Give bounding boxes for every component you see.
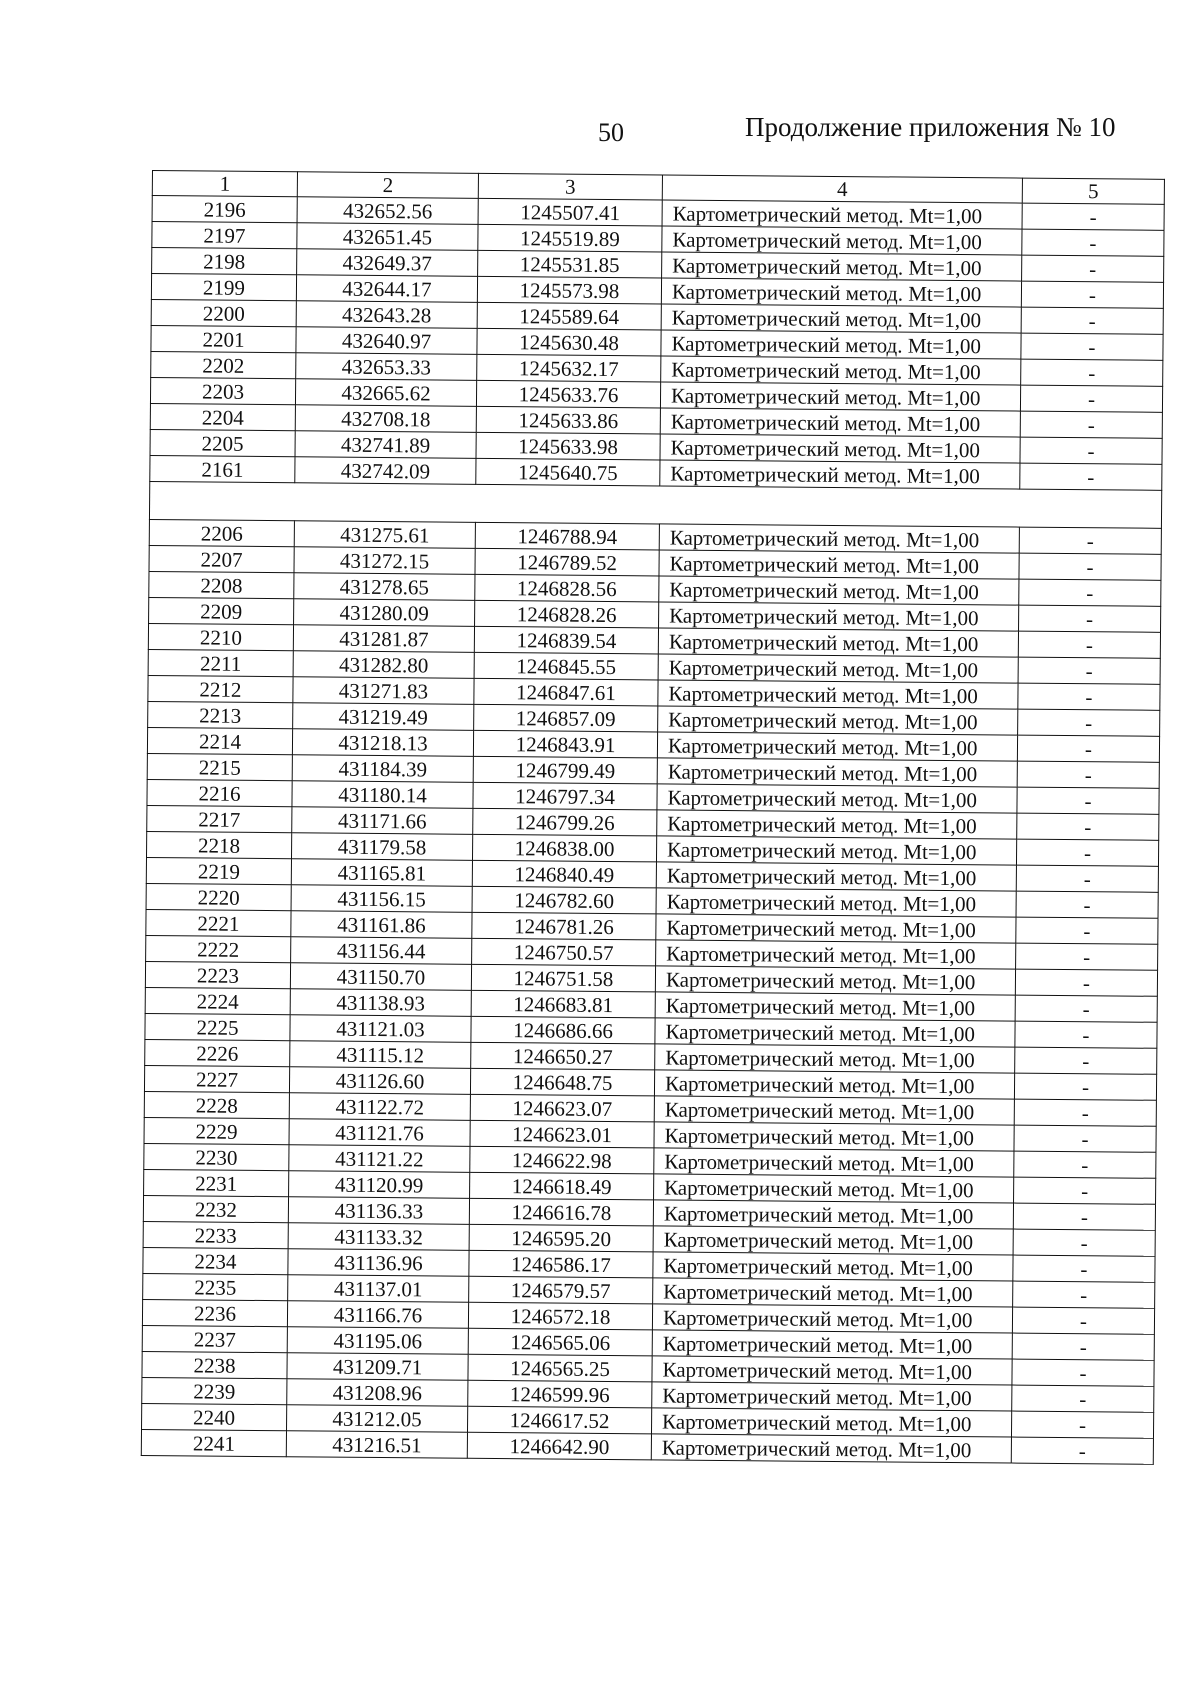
method-cell: Картометрический метод. Mt=1,00 [654,1174,1014,1203]
method-cell: Картометрический метод. Mt=1,00 [655,992,1015,1021]
note-cell: - [1016,865,1158,892]
method-cell: Картометрический метод. Mt=1,00 [653,1226,1013,1255]
method-cell: Картометрический метод. Mt=1,00 [654,1096,1014,1125]
point-number-cell: 2210 [148,623,293,650]
x-coordinate-cell: 432649.37 [297,249,478,277]
y-coordinate-cell: 1245632.17 [477,354,661,382]
note-cell: - [1020,463,1162,490]
x-coordinate-cell: 431180.14 [292,781,473,809]
y-coordinate-cell: 1245519.89 [478,224,662,252]
method-cell: Картометрический метод. Mt=1,00 [652,1304,1012,1333]
y-coordinate-cell: 1246845.55 [474,652,658,680]
method-cell: Картометрический метод. Mt=1,00 [651,1408,1011,1437]
coordinates-table-container [141,170,1164,1465]
y-coordinate-cell: 1246572.18 [468,1302,652,1330]
method-cell: Картометрический метод. Mt=1,00 [651,1434,1011,1463]
point-number-cell: 2228 [144,1091,289,1118]
note-cell: - [1016,891,1158,918]
point-number-cell: 2241 [141,1429,286,1456]
point-number-cell: 2226 [145,1039,290,1066]
point-number-cell: 2218 [147,831,292,858]
note-cell: - [1017,787,1159,814]
note-cell: - [1022,203,1164,230]
method-cell: Картометрический метод. Mt=1,00 [656,914,1016,943]
y-coordinate-cell: 1246579.57 [469,1276,653,1304]
method-cell: Картометрический метод. Mt=1,00 [656,862,1016,891]
point-number-cell: 2206 [149,519,294,546]
y-coordinate-cell: 1245633.76 [476,380,660,408]
y-coordinate-cell: 1246782.60 [472,886,656,914]
y-coordinate-cell: 1246650.27 [471,1042,655,1070]
note-cell: - [1019,553,1161,580]
method-cell: Картометрический метод. Mt=1,00 [660,460,1020,489]
column-header: 2 [297,172,478,199]
point-number-cell: 2199 [151,274,296,301]
x-coordinate-cell: 431165.81 [291,859,472,887]
note-cell: - [1013,1281,1155,1308]
point-number-cell: 2235 [143,1273,288,1300]
point-number-cell: 2232 [143,1195,288,1222]
x-coordinate-cell: 432742.09 [295,457,476,485]
point-number-cell: 2229 [144,1117,289,1144]
x-coordinate-cell: 432741.89 [295,431,476,459]
method-cell: Картометрический метод. Mt=1,00 [659,576,1019,605]
y-coordinate-cell: 1246750.57 [472,938,656,966]
column-header: 1 [152,171,297,197]
note-cell: - [1017,761,1159,788]
y-coordinate-cell: 1246751.58 [471,964,655,992]
note-cell: - [1014,1073,1156,1100]
y-coordinate-cell: 1246622.98 [470,1146,654,1174]
method-cell: Картометрический метод. Mt=1,00 [658,680,1018,709]
method-cell: Картометрический метод. Mt=1,00 [657,784,1017,813]
method-cell: Картометрический метод. Mt=1,00 [662,252,1022,281]
x-coordinate-cell: 431121.03 [290,1015,471,1043]
note-cell: - [1012,1385,1154,1412]
note-cell: - [1016,839,1158,866]
method-cell: Картометрический метод. Mt=1,00 [661,278,1021,307]
x-coordinate-cell: 432653.33 [296,353,477,381]
x-coordinate-cell: 431184.39 [292,755,473,783]
y-coordinate-cell: 1246683.81 [471,990,655,1018]
method-cell: Картометрический метод. Mt=1,00 [653,1278,1013,1307]
note-cell: - [1015,995,1157,1022]
method-cell: Картометрический метод. Mt=1,00 [658,628,1018,657]
y-coordinate-cell: 1246618.49 [470,1172,654,1200]
note-cell: - [1015,1047,1157,1074]
note-cell: - [1019,579,1161,606]
point-number-cell: 2238 [142,1351,287,1378]
x-coordinate-cell: 432652.56 [297,197,478,225]
y-coordinate-cell: 1246857.09 [474,704,658,732]
note-cell: - [1014,1177,1156,1204]
x-coordinate-cell: 431122.72 [289,1093,470,1121]
method-cell: Картометрический метод. Mt=1,00 [656,836,1016,865]
note-cell: - [1015,1021,1157,1048]
point-number-cell: 2220 [146,883,291,910]
method-cell: Картометрический метод. Mt=1,00 [658,706,1018,735]
x-coordinate-cell: 431161.86 [291,911,472,939]
point-number-cell: 2240 [142,1403,287,1430]
y-coordinate-cell: 1246565.06 [468,1328,652,1356]
y-coordinate-cell: 1246595.20 [469,1224,653,1252]
x-coordinate-cell: 431208.96 [287,1379,468,1407]
y-coordinate-cell: 1246788.94 [475,522,659,550]
y-coordinate-cell: 1246847.61 [474,678,658,706]
x-coordinate-cell: 432708.18 [295,405,476,433]
x-coordinate-cell: 431278.65 [294,573,475,601]
y-coordinate-cell: 1245633.86 [476,406,660,434]
y-coordinate-cell: 1246840.49 [472,860,656,888]
point-number-cell: 2203 [150,377,295,404]
y-coordinate-cell: 1245640.75 [476,458,660,486]
point-number-cell: 2239 [142,1377,287,1404]
x-coordinate-cell: 431121.22 [289,1145,470,1173]
method-cell: Картометрический метод. Mt=1,00 [657,758,1017,787]
method-cell: Картометрический метод. Mt=1,00 [660,434,1020,463]
point-number-cell: 2233 [143,1221,288,1248]
y-coordinate-cell: 1246599.96 [468,1380,652,1408]
note-cell: - [1013,1203,1155,1230]
x-coordinate-cell: 431156.44 [291,937,472,965]
x-coordinate-cell: 431133.32 [288,1223,469,1251]
note-cell: - [1012,1333,1154,1360]
note-cell: - [1011,1411,1153,1438]
method-cell: Картометрический метод. Mt=1,00 [652,1382,1012,1411]
x-coordinate-cell: 432643.28 [296,301,477,329]
point-number-cell: 2202 [151,351,296,378]
point-number-cell: 2236 [142,1299,287,1326]
note-cell: - [1013,1229,1155,1256]
method-cell: Картометрический метод. Mt=1,00 [655,966,1015,995]
x-coordinate-cell: 431115.12 [290,1041,471,1069]
note-cell: - [1022,255,1164,282]
x-coordinate-cell: 431171.66 [292,807,473,835]
y-coordinate-cell: 1245507.41 [478,198,662,226]
y-coordinate-cell: 1246642.90 [467,1432,651,1460]
note-cell: - [1020,411,1162,438]
note-cell: - [1018,657,1160,684]
point-number-cell: 2231 [144,1169,289,1196]
point-number-cell: 2208 [149,571,294,598]
point-number-cell: 2237 [142,1325,287,1352]
point-number-cell: 2209 [149,597,294,624]
method-cell: Картометрический метод. Mt=1,00 [653,1200,1013,1229]
y-coordinate-cell: 1246828.56 [475,574,659,602]
note-cell: - [1015,969,1157,996]
method-cell: Картометрический метод. Mt=1,00 [659,602,1019,631]
x-coordinate-cell: 432665.62 [295,379,476,407]
y-coordinate-cell: 1245531.85 [478,250,662,278]
y-coordinate-cell: 1245630.48 [477,328,661,356]
note-cell: - [1012,1359,1154,1386]
y-coordinate-cell: 1246799.49 [473,756,657,784]
x-coordinate-cell: 431209.71 [287,1353,468,1381]
point-number-cell: 2214 [147,727,292,754]
method-cell: Картометрический метод. Mt=1,00 [655,1044,1015,1073]
note-cell: - [1021,359,1163,386]
x-coordinate-cell: 431219.49 [293,703,474,731]
point-number-cell: 2212 [148,675,293,702]
note-cell: - [1019,527,1161,554]
column-header: 3 [478,173,662,200]
point-number-cell: 2161 [150,455,295,482]
y-coordinate-cell: 1246843.91 [473,730,657,758]
method-cell: Картометрический метод. Mt=1,00 [652,1356,1012,1385]
x-coordinate-cell: 431179.58 [291,833,472,861]
point-number-cell: 2215 [147,753,292,780]
point-number-cell: 2204 [150,403,295,430]
x-coordinate-cell: 431120.99 [289,1171,470,1199]
point-number-cell: 2225 [145,1013,290,1040]
appendix-continuation-caption: Продолжение приложения № 10 [745,112,1116,142]
x-coordinate-cell: 431216.51 [286,1431,467,1459]
x-coordinate-cell: 431218.13 [292,729,473,757]
x-coordinate-cell: 431281.87 [293,625,474,653]
note-cell: - [1014,1099,1156,1126]
method-cell: Картометрический метод. Mt=1,00 [662,200,1022,229]
x-coordinate-cell: 431275.61 [294,521,475,549]
method-cell: Картометрический метод. Mt=1,00 [658,654,1018,683]
x-coordinate-cell: 431150.70 [290,963,471,991]
point-number-cell: 2197 [152,222,297,249]
y-coordinate-cell: 1245633.98 [476,432,660,460]
point-number-cell: 2200 [151,299,296,326]
column-header: 4 [662,175,1022,203]
y-coordinate-cell: 1246616.78 [469,1198,653,1226]
method-cell: Картометрический метод. Mt=1,00 [655,1018,1015,1047]
x-coordinate-cell: 432644.17 [296,275,477,303]
x-coordinate-cell: 431282.80 [293,651,474,679]
x-coordinate-cell: 432640.97 [296,327,477,355]
y-coordinate-cell: 1245573.98 [477,276,661,304]
point-number-cell: 2201 [151,325,296,352]
x-coordinate-cell: 431195.06 [287,1327,468,1355]
column-header: 5 [1022,178,1164,204]
note-cell: - [1014,1151,1156,1178]
point-number-cell: 2216 [147,779,292,806]
note-cell: - [1021,281,1163,308]
note-cell: - [1019,605,1161,632]
method-cell: Картометрический метод. Mt=1,00 [662,226,1022,255]
note-cell: - [1014,1125,1156,1152]
method-cell: Картометрический метод. Mt=1,00 [660,382,1020,411]
note-cell: - [1011,1437,1153,1464]
y-coordinate-cell: 1246797.34 [473,782,657,810]
point-number-cell: 2223 [145,961,290,988]
point-number-cell: 2211 [148,649,293,676]
point-number-cell: 2227 [144,1065,289,1092]
point-number-cell: 2196 [152,196,297,223]
y-coordinate-cell: 1246839.54 [474,626,658,654]
y-coordinate-cell: 1246686.66 [471,1016,655,1044]
method-cell: Картометрический метод. Mt=1,00 [659,524,1019,553]
point-number-cell: 2198 [152,248,297,275]
y-coordinate-cell: 1246789.52 [475,548,659,576]
y-coordinate-cell: 1246838.00 [472,834,656,862]
x-coordinate-cell: 431271.83 [293,677,474,705]
x-coordinate-cell: 431121.76 [289,1119,470,1147]
note-cell: - [1012,1307,1154,1334]
point-number-cell: 2222 [146,935,291,962]
y-coordinate-cell: 1246623.01 [470,1120,654,1148]
method-cell: Картометрический метод. Mt=1,00 [654,1148,1014,1177]
method-cell: Картометрический метод. Mt=1,00 [654,1122,1014,1151]
method-cell: Картометрический метод. Mt=1,00 [661,330,1021,359]
x-coordinate-cell: 431166.76 [287,1301,468,1329]
note-cell: - [1017,813,1159,840]
y-coordinate-cell: 1245589.64 [477,302,661,330]
x-coordinate-cell: 431136.33 [288,1197,469,1225]
point-number-cell: 2217 [147,805,292,832]
point-number-cell: 2205 [150,429,295,456]
note-cell: - [1021,333,1163,360]
note-cell: - [1018,709,1160,736]
y-coordinate-cell: 1246617.52 [467,1406,651,1434]
page-number: 50 [598,118,624,147]
point-number-cell: 2213 [148,701,293,728]
point-number-cell: 2230 [144,1143,289,1170]
note-cell: - [1020,437,1162,464]
method-cell: Картометрический метод. Mt=1,00 [659,550,1019,579]
method-cell: Картометрический метод. Mt=1,00 [657,810,1017,839]
note-cell: - [1020,385,1162,412]
y-coordinate-cell: 1246781.26 [472,912,656,940]
note-cell: - [1021,307,1163,334]
point-number-cell: 2221 [146,909,291,936]
method-cell: Картометрический метод. Mt=1,00 [661,356,1021,385]
y-coordinate-cell: 1246565.25 [468,1354,652,1382]
point-number-cell: 2234 [143,1247,288,1274]
method-cell: Картометрический метод. Mt=1,00 [661,304,1021,333]
note-cell: - [1013,1255,1155,1282]
point-number-cell: 2219 [146,857,291,884]
x-coordinate-cell: 431137.01 [288,1275,469,1303]
method-cell: Картометрический метод. Mt=1,00 [657,732,1017,761]
method-cell: Картометрический метод. Mt=1,00 [660,408,1020,437]
y-coordinate-cell: 1246586.17 [469,1250,653,1278]
note-cell: - [1016,943,1158,970]
x-coordinate-cell: 431280.09 [294,599,475,627]
x-coordinate-cell: 431138.93 [290,989,471,1017]
method-cell: Картометрический метод. Mt=1,00 [653,1252,1013,1281]
table-body [141,171,1164,1465]
x-coordinate-cell: 431126.60 [289,1067,470,1095]
method-cell: Картометрический метод. Mt=1,00 [652,1330,1012,1359]
note-cell: - [1017,735,1159,762]
x-coordinate-cell: 431156.15 [291,885,472,913]
y-coordinate-cell: 1246799.26 [473,808,657,836]
y-coordinate-cell: 1246828.26 [475,600,659,628]
method-cell: Картометрический метод. Mt=1,00 [656,940,1016,969]
note-cell: - [1022,229,1164,256]
y-coordinate-cell: 1246648.75 [470,1068,654,1096]
method-cell: Картометрический метод. Mt=1,00 [654,1070,1014,1099]
coordinates-table [141,170,1165,1465]
x-coordinate-cell: 431212.05 [287,1405,468,1433]
y-coordinate-cell: 1246623.07 [470,1094,654,1122]
point-number-cell: 2207 [149,545,294,572]
x-coordinate-cell: 431272.15 [294,547,475,575]
x-coordinate-cell: 432651.45 [297,223,478,251]
note-cell: - [1018,683,1160,710]
method-cell: Картометрический метод. Mt=1,00 [656,888,1016,917]
note-cell: - [1018,631,1160,658]
note-cell: - [1016,917,1158,944]
point-number-cell: 2224 [145,987,290,1014]
x-coordinate-cell: 431136.96 [288,1249,469,1277]
